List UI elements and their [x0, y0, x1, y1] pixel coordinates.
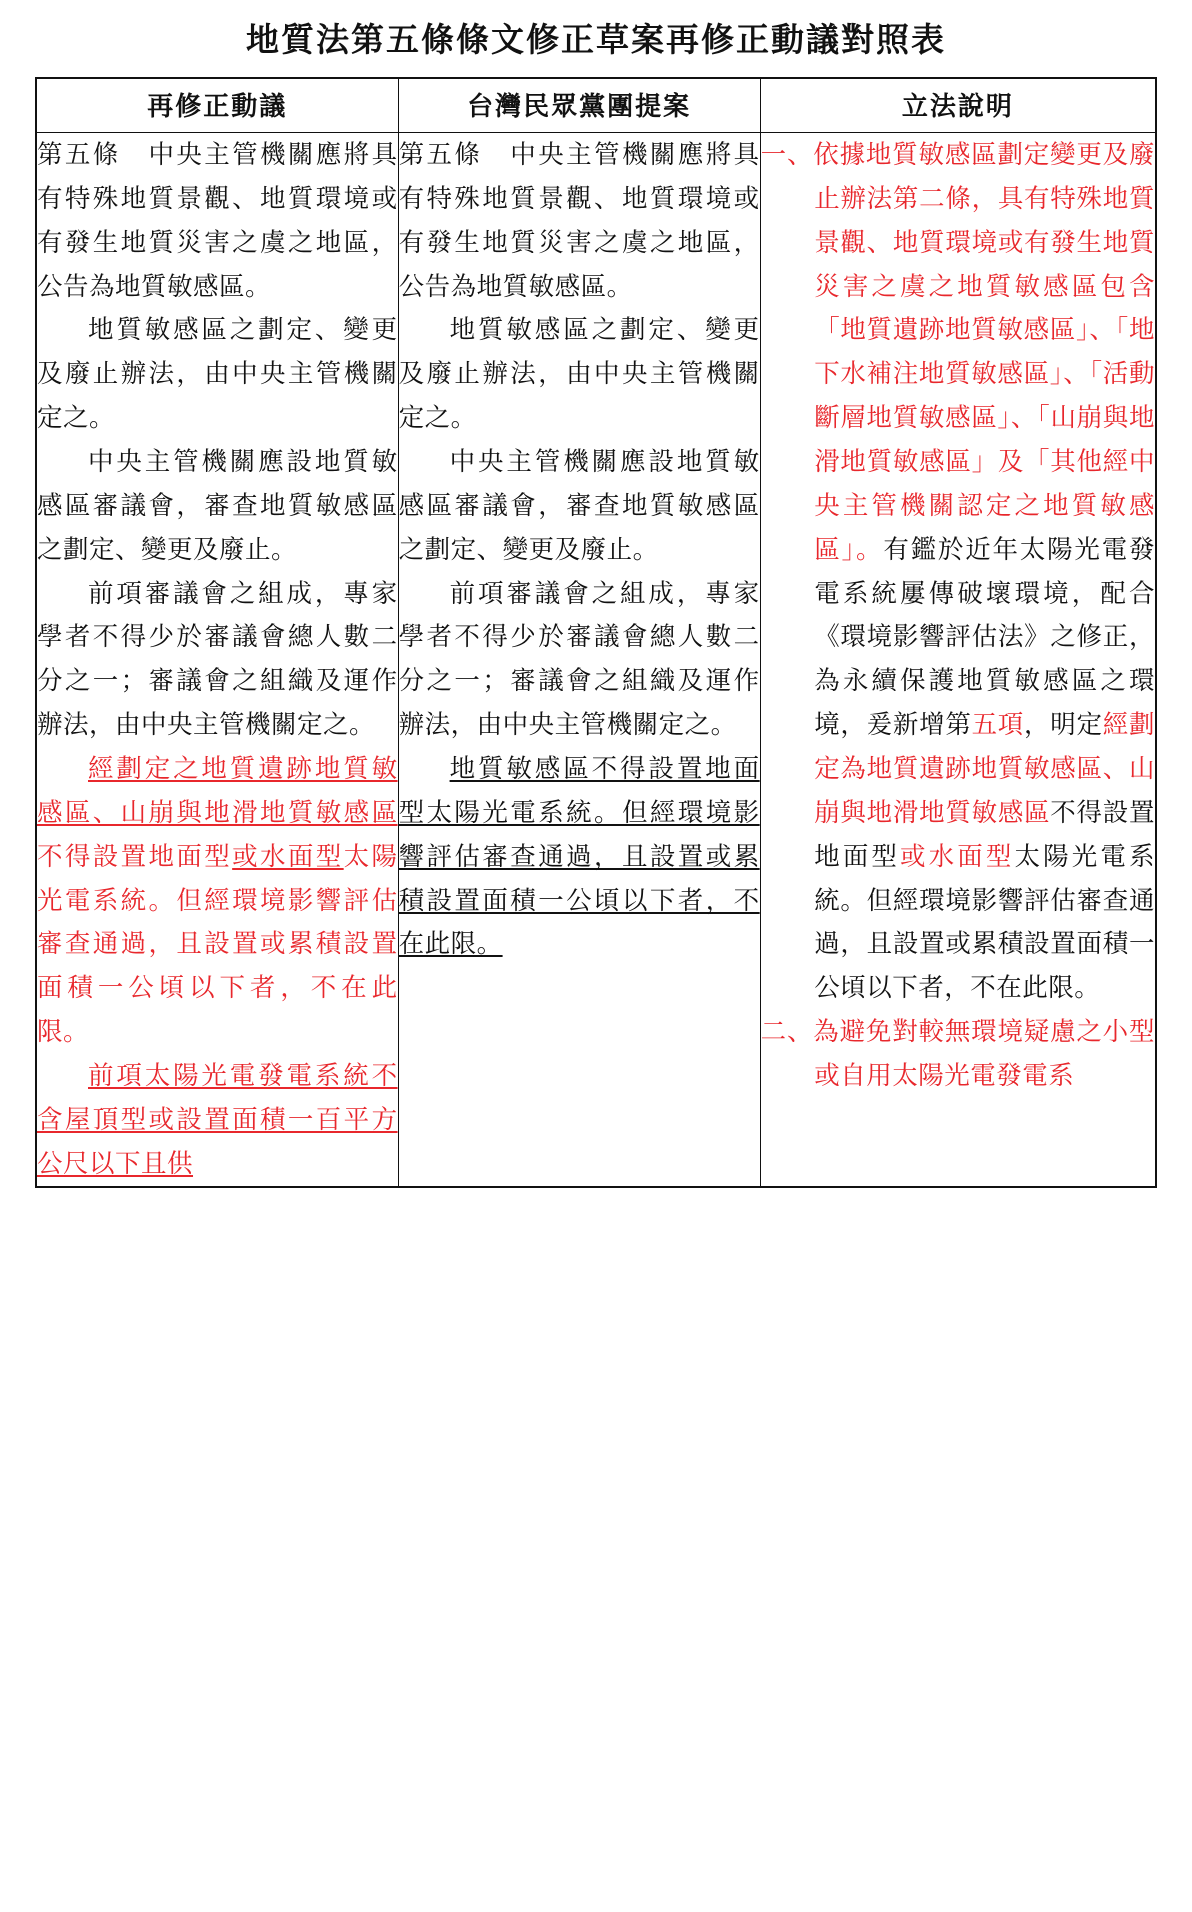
cell-proposal	[398, 133, 760, 1187]
paragraph	[399, 747, 760, 966]
paragraph	[37, 133, 398, 308]
paragraph	[399, 308, 760, 440]
text-run: 中央主管機關應設地質敏感區審議會，審查地質敏感區之劃定、變更及廢止。	[398, 447, 760, 564]
text-run: 第五條 中央主管機關應將具有特殊地質景觀、地質環境或有發生地質災害之虞之地區，公告為地質敏感區。	[37, 140, 398, 301]
cell-amendment	[36, 133, 398, 1187]
text-run: 太陽光電系統。但經環境影響評估審查通過，且設置或累積設置面積一公頃以下者，不在此限。	[814, 841, 1155, 1003]
text-run: 經劃定為地質遺跡地質敏感區、山崩與地滑地質敏感區	[814, 710, 1155, 827]
paragraph	[761, 133, 1155, 1010]
text-run: 不得設置地面型	[37, 841, 233, 871]
paragraph	[37, 440, 398, 572]
text-run: 不得設置地面型	[814, 797, 1155, 871]
column-header-proposal: 台灣民眾黨團提案	[398, 78, 760, 133]
text-run: 地質敏感區之劃定、變更及廢止辦法，由中央主管機關定之。	[37, 315, 398, 433]
text-run: 第五條 中央主管機關應將具有特殊地質景觀、地質環境或有發生地質災害之虞之地區，公告為地質敏感區。	[398, 140, 760, 301]
paragraph	[37, 747, 398, 1054]
paragraph	[399, 440, 760, 572]
column-header-explanation: 立法說明	[760, 78, 1156, 133]
text-run: 前項審議會之組成，專家學者不得少於審議會總人數二分之一；審議會之組織及運作辦法，由中央主管機關定之。	[398, 578, 760, 740]
amendment-text	[37, 133, 398, 1186]
paragraph	[399, 572, 760, 747]
text-run: ，明定	[1024, 710, 1103, 740]
text-run: 前項太陽光電發電系統不含屋頂型或設置面積一百平方公尺以下且供	[37, 1061, 398, 1178]
text-run: 中央主管機關應設地質敏感區審議會，審查地質敏感區之劃定、變更及廢止。	[37, 447, 398, 564]
proposal-text	[399, 133, 760, 966]
text-run: 二、為避免對較無環境疑慮之小型或自用太陽光電發電系	[760, 1017, 1155, 1091]
paragraph	[399, 133, 760, 308]
cell-explanation	[760, 133, 1156, 1187]
paragraph	[761, 1010, 1155, 1098]
text-run: 地質敏感區不得設置地面型太陽光電系統。但經環境影響評估審查通過，且設置或累積設置面積一公頃以下者，不在此限。	[398, 754, 760, 959]
comparison-table	[35, 77, 1157, 1188]
page-title: 地質法第五條條文修正草案再修正動議對照表	[246, 23, 946, 59]
text-run: 前項審議會之組成，專家學者不得少於審議會總人數二分之一；審議會之組織及運作辦法，由中央主管機關定之。	[37, 578, 398, 740]
text-run: 五項	[971, 710, 1025, 740]
text-run: 或水面型	[232, 841, 344, 871]
text-run: 或水面型	[900, 841, 1015, 871]
column-header-amendment: 再修正動議	[36, 78, 398, 133]
text-run: 太陽光電系統。但經環境影響評估審查通過，且設置或累積設置面積一公頃以下者，不在此限。	[37, 841, 398, 1047]
paragraph	[37, 308, 398, 440]
explanation-text	[761, 133, 1155, 1098]
text-run: 有鑑於近年太陽光電發電系統屢傳破壞環境，配合《環境影響評估法》之修正，為永續保護地質敏感區之環境，爰新增第	[814, 534, 1155, 740]
text-run: 一、依據地質敏感區劃定變更及廢止辦法第二條，具有特殊地質景觀、地質環境或有發生地質災害之虞之地質敏感區包含「地質遺跡地質敏感區」、「地下水補注地質敏感區」、「活動斷層地質敏感區」、「山崩與地滑地質敏感區」及「其他經中央主管機關認定之地質敏感區」。	[760, 140, 1155, 564]
table-header-row	[36, 78, 1156, 133]
table-row	[36, 133, 1156, 1187]
text-run: 地質敏感區之劃定、變更及廢止辦法，由中央主管機關定之。	[398, 315, 760, 433]
text-run: 經劃定之地質遺跡地質敏感區、山崩與地滑地質敏感區	[37, 754, 398, 827]
paragraph	[37, 1054, 398, 1186]
paragraph	[37, 572, 398, 747]
